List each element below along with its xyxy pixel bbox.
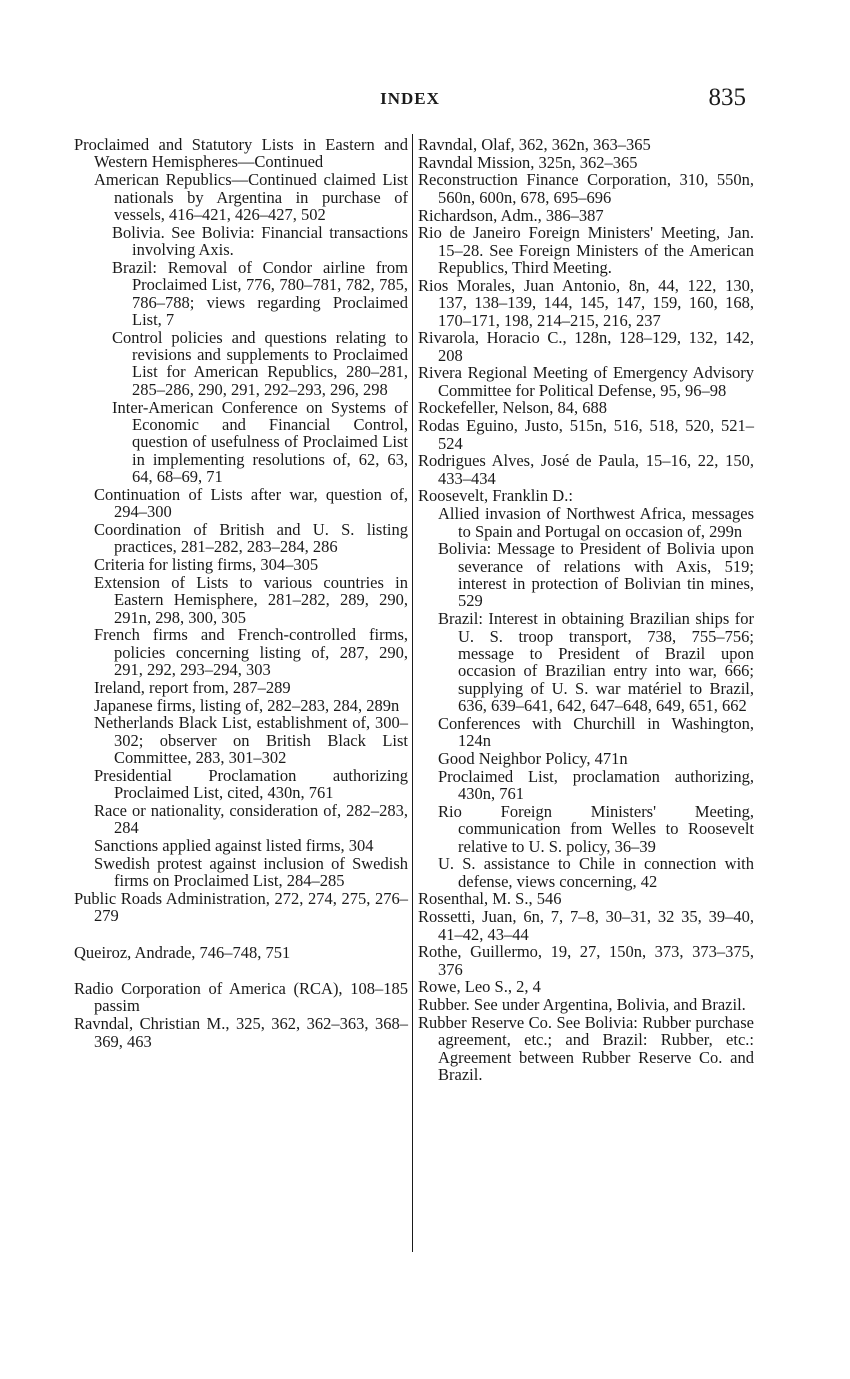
index-subentry: Good Neighbor Policy, 471n (438, 748, 628, 768)
index-entry: Rowe, Leo S., 2, 4 (418, 977, 541, 997)
index-subentry: Rio Foreign Ministers' Meeting, communication from Welles to Roosevelt relative to U. S. policy, 36–39 (438, 801, 754, 856)
index-subentry: U. S. assistance to Chile in connection with defense, views concerning, 42 (438, 854, 754, 891)
index-subentry: Bolivia: Message to President of Bolivia upon severance of relations with Axis, 519; interest in protection of Bolivian tin mines, 529 (438, 539, 754, 611)
running-head: INDEX (380, 89, 440, 108)
index-entry: Rodrigues Alves, José de Paula, 15–16, 22, 150, 433–434 (418, 451, 754, 488)
column-divider (412, 134, 413, 1252)
index-subentry: Continuation of Lists after war, question of, 294–300 (94, 484, 408, 522)
page-header (0, 84, 850, 114)
index-subentry: Coordination of British and U. S. listing practices, 281–282, 283–284, 286 (94, 520, 408, 557)
index-subentry: Sanctions applied against listed firms, 304 (94, 836, 374, 855)
index-subentry: Criteria for listing firms, 304–305 (94, 555, 319, 575)
index-entry: Rodas Eguino, Justo, 515n, 516, 518, 520, 521–524 (418, 416, 754, 453)
index-entry: Rios Morales, Juan Antonio, 8n, 44, 122, 130, 137, 138–139, 144, 145, 147, 159, 160, 168, 170–171, 198, 214–215, 216, 237 (418, 275, 754, 330)
index-subentry: Brazil: Removal of Condor airline from Proclaimed List, 776, 780–781, 782, 785, 786–788; views regarding Proclaimed List, 7 (112, 257, 408, 329)
page-number: 835 (708, 84, 746, 111)
index-subentry: French firms and French-controlled firms, policies concerning listing of, 287, 290, 291, 292, 293–294, 303 (94, 625, 408, 680)
index-entry: Rossetti, Juan, 6n, 7, 7–8, 30–31, 32 35, 39–40, 41–42, 43–44 (418, 907, 754, 944)
index-subentry: Ireland, report from, 287–289 (94, 677, 291, 697)
index-entry: Proclaimed and Statutory Lists in Eastern and Western Hemispheres—Continued (74, 135, 408, 172)
index-subentry: Race or nationality, consideration of, 282–283, 284 (94, 800, 408, 838)
index-entry: Public Roads Administration, 272, 274, 275, 276–279 (74, 888, 408, 926)
index-entry: Rosenthal, M. S., 546 (418, 889, 562, 909)
index-subentry: Bolivia. See Bolivia: Financial transactions involving Axis. (112, 222, 408, 260)
index-entry: Rio de Janeiro Foreign Ministers' Meeting, Jan. 15–28. See Foreign Ministers of the American Republics, Third Meeting. (418, 223, 754, 278)
index-column-right (418, 136, 754, 1084)
index-entry: Queiroz, Andrade, 746–748, 751 (74, 942, 291, 962)
index-subentry: Japanese firms, listing of, 282–283, 284, 289n (94, 695, 400, 715)
index-subentry: Brazil: Interest in obtaining Brazilian ships for U. S. troop transport, 738, 755–756; message to President of Brazil upon occasion of Brazilian entry into war, 666; supplying of U. S. war matériel to Brazil, 636, 639–641, 642, 647–648, 649, 651, 662 (438, 609, 754, 716)
index-entry: Radio Corporation of America (RCA), 108–185 passim (74, 979, 408, 1016)
index-entry: Ravndal, Christian M., 325, 362, 362–363, 368–369, 463 (74, 1014, 408, 1051)
index-entry: Rivera Regional Meeting of Emergency Advisory Committee for Political Defense, 95, 96–98 (418, 363, 754, 400)
index-entry: Ravndal, Olaf, 362, 362n, 363–365 (418, 135, 651, 154)
index-subentry: Netherlands Black List, establishment of, 300–302; observer on British Black List Committee, 283, 301–302 (94, 713, 408, 768)
index-subentry: Inter-American Conference on Systems of Economic and Financial Control, question of usefulness of Proclaimed List in implementing resolutions of, 62, 63, 64, 68–69, 71 (112, 397, 408, 487)
index-column-left (74, 136, 408, 1050)
index-entry: Reconstruction Finance Corporation, 310, 550n, 560n, 600n, 678, 695–696 (418, 170, 754, 207)
index-entry: Ravndal Mission, 325n, 362–365 (418, 152, 638, 172)
index-subentry: Extension of Lists to various countries in Eastern Hemisphere, 281–282, 289, 290, 291n, 298, 300, 305 (94, 572, 408, 627)
index-subentry: Conferences with Churchill in Washington, 124n (438, 713, 754, 751)
index-subentry: Allied invasion of Northwest Africa, messages to Spain and Portugal on occasion of, 299n (438, 504, 754, 541)
index-subentry: Swedish protest against inclusion of Swedish firms on Proclaimed List, 284–285 (94, 853, 408, 891)
index-subentry: American Republics—Continued claimed List nationals by Argentina in purchase of vessels, 416–421, 426–427, 502 (94, 170, 408, 224)
index-entry: Roosevelt, Franklin D.: (418, 486, 573, 506)
index-entry: Richardson, Adm., 386–387 (418, 205, 604, 225)
index-entry: Rubber Reserve Co. See Bolivia: Rubber purchase agreement, etc.; and Brazil: Rubber, etc.: Agreement between Rubber Reserve Co. and Brazil. (418, 1012, 754, 1084)
index-entry: Rockefeller, Nelson, 84, 688 (418, 398, 608, 418)
index-subentry: Control policies and questions relating to revisions and supplements to Proclaimed List for American Republics, 280–281, 285–286, 290, 291, 292–293, 296, 298 (112, 327, 408, 399)
index-entry: Rothe, Guillermo, 19, 27, 150n, 373, 373–375, 376 (418, 942, 754, 979)
index-subentry: Presidential Proclamation authorizing Proclaimed List, cited, 430n, 761 (94, 765, 408, 803)
index-subentry: Proclaimed List, proclamation authorizing, 430n, 761 (438, 766, 754, 804)
index-entry: Rivarola, Horacio C., 128n, 128–129, 132, 142, 208 (418, 328, 754, 365)
index-entry: Rubber. See under Argentina, Bolivia, and Brazil. (418, 995, 746, 1015)
